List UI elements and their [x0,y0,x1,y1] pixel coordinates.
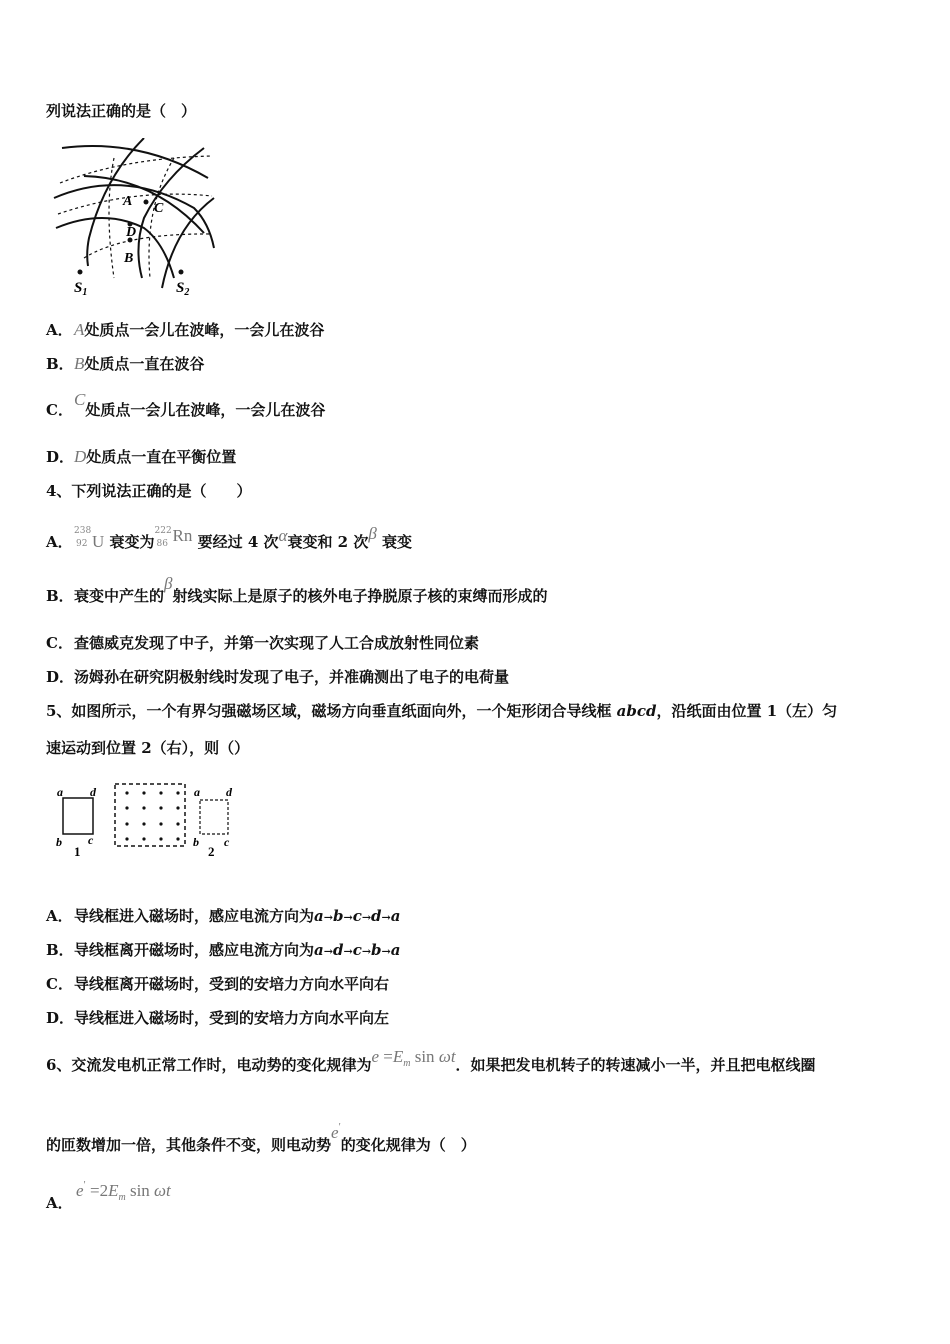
frame1-d-label: d [90,785,96,799]
q3-option-d[interactable] [46,447,236,467]
option-text: 导线框离开磁场时，受到的安培力方向水平向右 [74,975,390,993]
frame1-c-label: c [88,833,94,847]
source-s1-dot [78,270,83,275]
source-s1-label: $S_1$ [74,280,88,298]
q5-stem-line1: 5、如图所示，一个有界匀强磁场区域，磁场方向垂直纸面向外，一个矩形闭合导线框 abcd，沿纸面由位置 1（左）匀 [46,702,838,720]
option-text: 处质点一会儿在波峰，一会儿在波谷 [85,401,326,419]
option-symbol: D [74,447,87,466]
option-label: C． [46,634,73,652]
option-symbol: A [74,320,85,339]
option-a-formula: $e' =2E_m$ sin ωt [76,1180,171,1203]
option-label: A． [46,907,73,925]
uranium-isotope: 238 92 [74,526,92,549]
option-text: 导线框进入磁场时，受到的安培力方向水平向左 [74,1009,390,1027]
q5-option-a[interactable] [46,906,401,928]
option-label: D． [46,448,75,466]
point-b-label: B [124,251,134,266]
q4-option-b[interactable] [46,574,548,606]
q4-option-c[interactable] [46,633,479,653]
frame-abcd: abcd [616,702,657,720]
field-dots [125,791,179,840]
q5-option-d[interactable] [46,1008,389,1028]
e-prime-symbol: e′ [331,1122,341,1142]
option-text: 处质点一直在波谷 [84,355,205,373]
uranium-symbol: U [92,532,105,551]
option-label: C． [46,975,73,993]
option-text: 衰变 [382,533,413,551]
radon-symbol: Rn [172,526,193,545]
frame1-b-label: b [56,835,62,849]
frame2-c-label: c [224,835,230,849]
current-direction-sequence: a→d→c→b→a [314,941,401,959]
option-label: B． [46,355,74,373]
option-text: 导线框进入磁场时，感应电流方向为 [74,907,315,925]
q3-stem-tail: 列说法正确的是（ ） [46,102,197,120]
option-symbol: B [74,354,85,373]
frame-position-2 [200,800,228,834]
option-text: 要经过 4 次 [197,533,279,551]
current-direction-sequence: a→b→c→d→a [314,907,401,925]
frame2-a-label: a [194,785,200,799]
frame-position-1 [63,798,93,834]
emf-formula: $e =E_m$ sin ωt [371,1047,456,1069]
option-label: A． [46,533,73,551]
magnetic-field-figure [50,780,250,860]
q4-option-d[interactable] [46,667,509,687]
option-symbol: C [74,390,86,409]
option-text: 衰变和 2 次 [287,533,369,551]
q6-option-a[interactable] [46,1180,171,1220]
option-text: 汤姆孙在研究阴极射线时发现了电子，并准确测出了电子的电荷量 [74,668,510,686]
option-text: 射线实际上是原子的核外电子挣脱原子核的束缚而形成的 [172,587,548,605]
q5-stem-line2: 速运动到位置 2（右），则（） [46,739,250,757]
q5-option-b[interactable] [46,940,401,962]
option-text: 导线框离开磁场时，感应电流方向为 [74,941,315,959]
radon-isotope: 222 86 [154,526,172,549]
point-d-label: D [126,225,137,240]
option-text: 衰变中产生的 [74,587,165,605]
q4-option-a[interactable] [46,525,412,552]
option-label: D． [46,1009,75,1027]
option-text: 处质点一会儿在波峰，一会儿在波谷 [84,321,325,339]
q4-stem: 4、下列说法正确的是（ ） [46,482,252,500]
q6-stem-line2: 的匝数增加一倍，其他条件不变，则电动势e′的变化规律为（ ） [46,1122,476,1154]
option-label: B． [46,587,74,605]
option-text: 衰变为 [109,533,155,551]
q3-option-c[interactable] [46,390,326,420]
position-2-label: 2 [208,844,215,859]
frame2-b-label: b [193,835,199,849]
option-label: C． [46,401,73,419]
source-s2-label: $S_2$ [176,280,190,298]
option-label: A． [46,321,73,339]
option-label: A． [46,1194,73,1212]
option-label: B． [46,941,74,959]
point-a-label: A [123,194,133,209]
source-s2-dot [179,270,184,275]
frame1-a-label: a [57,785,63,799]
frame2-d-label: d [226,785,232,799]
q5-option-c[interactable] [46,974,389,994]
option-label: D． [46,668,75,686]
option-text: 查德威克发现了中子，并第一次实现了人工合成放射性同位素 [74,634,480,652]
beta-symbol: β [164,574,173,593]
wave-interference-figure [44,138,224,302]
alpha-symbol: α [278,526,288,545]
q3-option-b[interactable] [46,354,204,374]
position-1-label: 1 [74,844,81,859]
option-text: 处质点一直在平衡位置 [86,448,237,466]
beta-symbol: β [368,524,377,543]
point-a-dot [144,200,149,205]
q6-stem-line1: 6、交流发电机正常工作时，电动势的变化规律为$e =E_m$ sin ωt．如果把发电机转子的转速减小一半，并且把电枢线圈 [46,1047,816,1074]
point-c-label: C [154,201,164,216]
q3-option-a[interactable] [46,320,324,340]
